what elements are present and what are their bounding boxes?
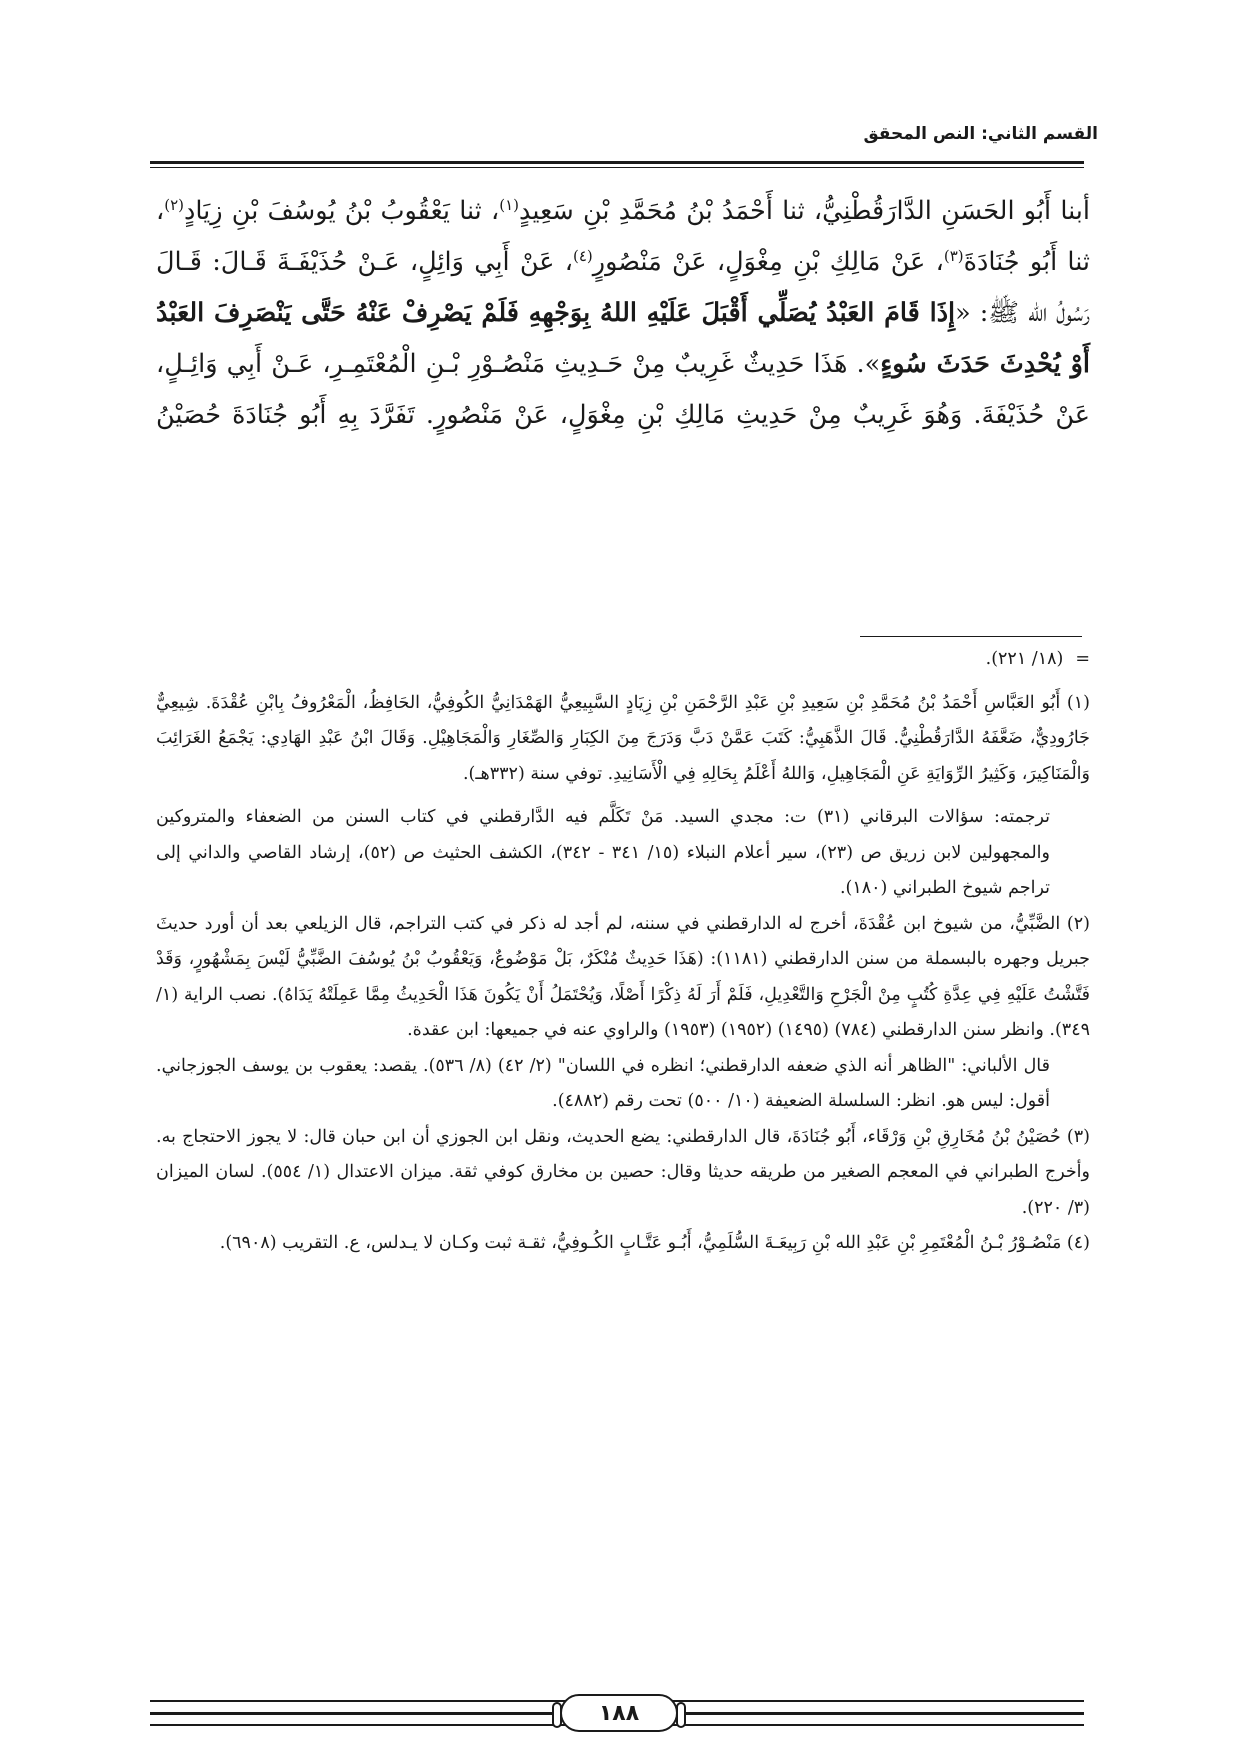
- footnote-ref-1[interactable]: (١): [499, 196, 520, 214]
- continuation-mark: =: [1075, 649, 1090, 669]
- main-line-2: [156, 237, 1090, 288]
- main-text-segment: عَنْ حُذَيْفَةَ. وَهُوَ غَرِيبٌ مِنْ حَدِيثِ مَالِكِ بْنِ مِغْوَلٍ، عَنْ مَنْصُورٍ. تَفَرَّدَ بِهِ أَبُو جُنَادَةَ حُصَيْنُ: [156, 400, 1090, 430]
- main-text-segment: ، ثنا يَعْقُوبُ بْنُ يُوسُفَ بْنِ زِيَادٍ: [184, 196, 500, 226]
- footnote-ref-2[interactable]: (٢): [164, 196, 185, 214]
- page-number: ١٨٨: [560, 1694, 678, 1732]
- header-rule-thin: [150, 167, 1084, 168]
- footnote-separator: [860, 636, 1082, 637]
- main-text-segment: أبنا أَبُو الحَسَنِ الدَّارَقُطْنِيُّ، ثنا أَحْمَدُ بْنُ مُحَمَّدِ بْنِ سَعِيدٍ: [519, 196, 1090, 226]
- main-line-3: [156, 288, 1090, 441]
- footnote-3-text: (٣) حُصَيْنُ بْنُ مُخَارِقِ بْنِ وَرْقَاء، أَبُو جُنَادَةَ، قال الدارقطني: يضع الحديث، ونقل ابن الجوزي أن ابن حبان قال: لا يجوز الاحتجاج به. وأخرج الطبراني في المعجم الصغير من طريقه حديثا وقال: حصين بن مخارق كوفي ثقة. ميزان الاعتدال (١/ ٥٥٤). لسان الميزان (٣/ ٢٢٠).: [156, 1126, 1090, 1218]
- footnote-4-text: (٤) مَنْصُـوْرُ بْـنُ الْمُعْتَمِرِ بْنِ عَبْدِ الله بْنِ رَبِيعَـةَ السُّلَمِيُّ، أَبُـو عَتَّـابٍ الكُـوفِيُّ، ثقـة ثبت وكـان لا يـدلس، ع. التقريب (٦٩٠٨).: [219, 1233, 1090, 1253]
- header-rule-thick: [150, 161, 1084, 164]
- main-text-segment: ثنا أَبُو جُنَادَةَ: [963, 247, 1090, 277]
- hadith-text: إِذَا قَامَ العَبْدُ يُصَلِّي أَقْبَلَ عَلَيْهِ اللهُ بِوَجْهِهِ فَلَمْ يَصْرِفْ عَنْهُ حَتَّى يَنْصَرِفَ العَبْدُ أَوْ يُحْدِثَ حَدَثَ سُوءٍ: [156, 298, 1090, 379]
- continuation-text: (١٨/ ٢٢١).: [985, 649, 1064, 669]
- footnotes: [156, 642, 1090, 1262]
- main-text-segment: ، عَنْ مَالِكِ بْنِ مِغْوَلٍ، عَنْ مَنْصُورٍ: [592, 247, 944, 277]
- footnote-ref-3[interactable]: (٣): [943, 247, 964, 265]
- footnote-1-sources: ترجمته: سؤالات البرقاني (٣١) ت: مجدي السيد. مَنْ تَكَلَّم فيه الدَّارقطني في كتاب السنن من الضعفاء والمتروكين والمجهولين لابن زريق ص (٢٣)، سير أعلام النبلاء (١٥/ ٣٤١ - ٣٤٢)، الكشف الحثيث ص (٥٢)، إرشاد القاصي والداني إلى تراجم شيوخ الطبراني (١٨٠).: [156, 807, 1050, 898]
- main-text-segment: ». هَذَا حَدِيثٌ غَرِيبٌ مِنْ حَـدِيثِ مَنْصُـوْرِ بْـنِ الْمُعْتَمِـرِ، عَـنْ أَبِي وَائِـلٍ،: [156, 349, 881, 379]
- main-text: [156, 186, 1090, 441]
- main-text-segment: رَسُولُ الله ﷺ: «: [955, 298, 1090, 328]
- footnote-4: [156, 1226, 1090, 1262]
- main-text-segment: ، عَنْ أَبِي وَائِلٍ، عَـنْ حُذَيْفَـةَ قَـالَ: قَـالَ: [156, 247, 573, 277]
- section-header-title: القسم الثاني: النص المحقق: [863, 124, 1098, 144]
- footnote-1: [156, 686, 1090, 907]
- footnote-continuation: [156, 642, 1090, 678]
- main-line-1: [156, 186, 1090, 237]
- footnote-ref-4[interactable]: (٤): [573, 247, 593, 265]
- main-text-segment: ،: [156, 196, 165, 226]
- footnote-2: [156, 907, 1090, 1120]
- footnote-3: [156, 1120, 1090, 1227]
- footnote-1-text: (١) أَبُو العَبَّاسِ أَحْمَدُ بْنُ مُحَمَّدِ بْنِ سَعِيدِ بْنِ عَبْدِ الرَّحْمَنِ بْنِ زِيَادٍ السَّبِيعِيُّ الهَمْدَانِيُّ الكُوفِيُّ، الحَافِظُ، الْمَعْرُوفُ بِابْنِ عُقْدَةَ. شِيعِيٌّ جَارُودِيٌّ، ضَعَّفَهُ الدَّارَقُطْنِيُّ. قَالَ الذَّهَبِيُّ: كَتَبَ عَمَّنْ دَبَّ وَدَرَجَ مِنَ الكِبَارِ وَالصِّغَارِ وَالْمَجَاهِيْلِ. وَقَالَ ابْنُ عَبْدِ الهَادِي: يَجْمَعُ الغَرَائِبَ وَالْمَنَاكِيرَ، وَكَثِيرُ الرِّوَايَةِ عَنِ الْمَجَاهِيلِ، وَاللهُ أَعْلَمُ بِحَالِهِ فِي الْأَسَانِيدِ. توفي سنة (٣٣٢هـ).: [156, 692, 1090, 784]
- footnote-2-text: (٢) الضَّبِّيُّ، من شيوخ ابن عُقْدَةَ، أخرج له الدارقطني في سننه، لم أجد له ذكر في كتب التراجم، قال الزيلعي بعد أن أورد حديثَ جبريل وجهره بالبسملة من سنن الدارقطني (١١٨١): (هَذَا حَدِيثٌ مُنْكَرٌ، بَلْ مَوْضُوعٌ، وَيَعْقُوبُ بْنُ يُوسُفَ الضَّبِّيُّ لَيْسَ بِمَشْهُورٍ، وَقَدْ فَتَّشْتُ عَلَيْهِ فِي عِدَّةِ كُتُبٍ مِنْ الْجَرْحِ وَالتَّعْدِيلِ، فَلَمْ أَرَ لَهُ ذِكْرًا أَصْلًا، وَيُحْتَمَلُ أَنْ يَكُونَ هَذَا الْحَدِيثُ مِمَّا عَمِلَتْهُ يَدَاهُ). نصب الراية (١/ ٣٤٩). وانظر سنن الدارقطني (٧٨٤) (١٤٩٥) (١٩٥٢) (١٩٥٣) والراوي عنه في جميعها: ابن عقدة.: [156, 913, 1090, 1040]
- footnote-2-note: قال الألباني: "الظاهر أنه الذي ضعفه الدارقطني؛ انظره في اللسان" (٢/ ٤٢) (٨/ ٥٣٦). يقصد: يعقوب بن يوسف الجوزجاني. أقول: ليس هو. انظر: السلسلة الضعيفة (١٠/ ٥٠٠) تحت رقم (٤٨٨٢).: [156, 1055, 1050, 1111]
